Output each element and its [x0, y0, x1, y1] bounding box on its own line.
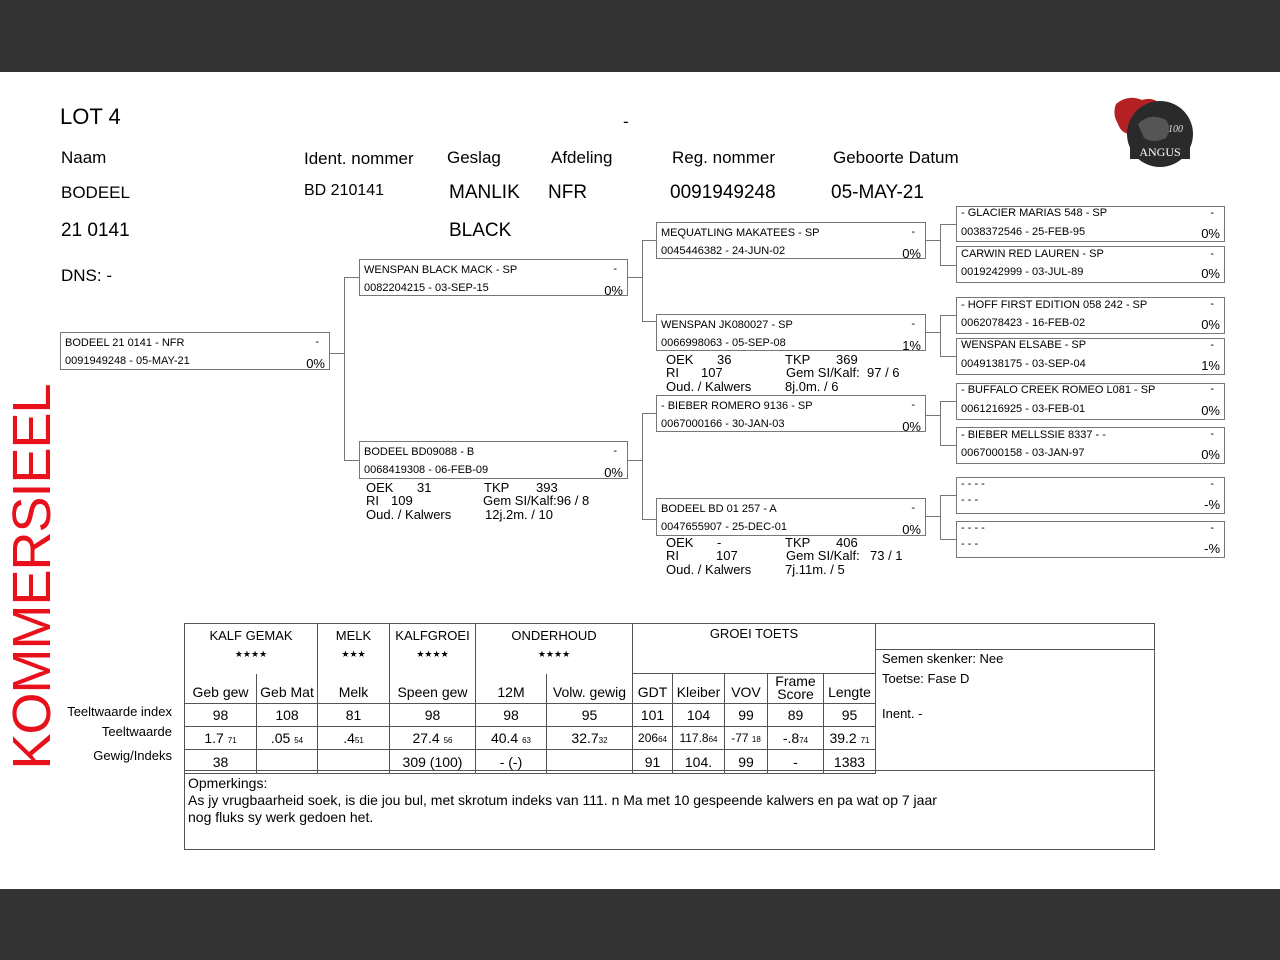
connector [940, 224, 956, 225]
pedigree-sire-sire [656, 222, 926, 259]
catalogue-page [0, 72, 1280, 889]
pedigree-gg8 [956, 521, 1225, 558]
connector [940, 495, 941, 539]
lot-dash: - [623, 112, 629, 131]
col-header: Speen gew [390, 674, 476, 704]
row-label-gewig: Gewig/Indeks [93, 748, 172, 763]
sire-dam-stats [666, 353, 926, 397]
pedigree-gg2 [956, 246, 1225, 283]
connector [940, 224, 941, 265]
animal-sex: MANLIK [449, 182, 520, 203]
tw-accuracy: 63 [522, 736, 532, 745]
pedigree-name: - BIEBER MELLSSIE 8337 - - [961, 429, 1106, 441]
connector [940, 265, 956, 266]
pedigree-dash: - [613, 263, 617, 275]
info-divider [876, 649, 1154, 650]
lot-title: LOT 4 [60, 104, 121, 129]
index-cell: 98 [185, 704, 257, 727]
pedigree-pct: 0% [604, 283, 623, 298]
stat-label: RI [666, 365, 679, 380]
pedigree-gg1 [956, 206, 1225, 242]
stat-label: OEK [666, 535, 694, 550]
stat-label: TKP [484, 480, 510, 495]
connector [926, 516, 940, 517]
pedigree-name: WENSPAN ELSABE - SP [961, 339, 1087, 351]
pedigree-reg: 0067000166 - 30-JAN-03 [661, 418, 785, 430]
connector [926, 415, 940, 416]
pedigree-pct: 0% [1201, 266, 1220, 281]
pedigree-pct: 0% [902, 419, 921, 434]
connector [940, 495, 956, 496]
connector [628, 460, 642, 461]
tw-cell [185, 727, 257, 750]
info-panel [875, 623, 1155, 771]
connector [940, 445, 956, 446]
group-melk [318, 624, 390, 674]
pedigree-name: MEQUATLING MAKATEES - SP [661, 227, 820, 239]
pedigree-name: - BUFFALO CREEK ROMEO L081 - SP [961, 384, 1156, 396]
tw-value: -.8 [782, 730, 800, 746]
tw-accuracy: 64 [708, 735, 718, 744]
tw-value: -77 [731, 731, 749, 745]
stat-value: 31 [417, 480, 432, 495]
tw-value: .05 [270, 730, 291, 746]
pedigree-gg6 [956, 427, 1225, 464]
pedigree-name: CARWIN RED LAUREN - SP [961, 248, 1104, 260]
pedigree-reg: - - - [961, 538, 979, 550]
tw-accuracy: 64 [658, 735, 667, 744]
stat-value: 369 [836, 352, 858, 367]
pedigree-dash: - [911, 226, 915, 238]
group-label: KALF GEMAK [209, 628, 293, 643]
pedigree-dash: - [1210, 478, 1214, 490]
pedigree-reg: 0082204215 - 03-SEP-15 [364, 282, 489, 294]
pedigree-dash: - [1210, 248, 1214, 260]
tw-value: 1.7 [204, 730, 224, 746]
connector [940, 356, 956, 357]
animal-name: BODEEL [61, 183, 130, 202]
animal-name2: 21 0141 [61, 220, 130, 241]
tw-value: 39.2 [829, 730, 857, 746]
pedigree-pct: 0% [1201, 226, 1220, 241]
group-label: GROEI TOETS [709, 626, 799, 641]
pedigree-pct: 0% [902, 246, 921, 261]
stat-value: Gem SI/Kalf:96 / 8 [483, 493, 590, 508]
index-cell: 101 [633, 704, 673, 727]
tw-value: 40.4 [490, 730, 519, 746]
pedigree-dash: - [1210, 339, 1214, 351]
pedigree-pct: 0% [902, 522, 921, 537]
pedigree-pct: 0% [604, 465, 623, 480]
connector [940, 401, 956, 402]
logo-text: ANGUS [1139, 145, 1181, 159]
stat-value: 107 [701, 365, 723, 380]
connector [344, 277, 359, 278]
logo-badge: 100 [1168, 124, 1183, 135]
pedigree-sire-dam [656, 314, 926, 351]
column-header-row [185, 674, 876, 704]
animal-division: NFR [548, 182, 588, 203]
tw-value: 27.4 [412, 730, 440, 746]
tw-accuracy: 32 [598, 736, 608, 745]
pedigree-dash: - [911, 318, 915, 330]
pedigree-dash: - [315, 336, 319, 348]
stat-value: 406 [836, 535, 858, 550]
tw-cell [673, 727, 725, 750]
pedigree-reg: 0061216925 - 03-FEB-01 [961, 403, 1086, 415]
stat-label: Gem SI/Kalf: [786, 365, 860, 380]
index-cell: 95 [547, 704, 633, 727]
stat-value: 97 / 6 [867, 365, 900, 380]
col-header: Geb gew [185, 674, 257, 704]
gewig-cell: 38 [185, 750, 257, 774]
group-groei-toets [633, 624, 876, 674]
angus-logo [1110, 94, 1200, 174]
connector [330, 353, 344, 354]
connector [926, 240, 940, 241]
connector [642, 321, 656, 322]
epd-table [184, 623, 876, 774]
connector [344, 277, 345, 460]
pedigree-pct: 0% [1201, 403, 1220, 418]
pedigree-pct: -% [1204, 497, 1220, 512]
star-rating-icon: ★★★★ [234, 649, 268, 659]
pedigree-pct: 0% [1201, 447, 1220, 462]
tw-cell [476, 727, 547, 750]
pedigree-name: BODEEL 21 0141 - NFR [65, 337, 185, 349]
remarks-title: Opmerkings: [188, 775, 268, 791]
remarks-box [184, 770, 1155, 850]
tw-accuracy: 74 [799, 736, 809, 745]
stat-value: 8j.0m. / 6 [785, 379, 839, 394]
gewig-cell: 99 [725, 750, 768, 774]
gewig-cell: 1383 [824, 750, 876, 774]
gewig-cell: - [768, 750, 824, 774]
header-naam: Naam [61, 148, 107, 167]
remarks-line: As jy vrugbaarheid soek, is die jou bul, met skrotum indeks van 111. n Ma met 10 gespeende kalwers en pa wat op 7 jaar [188, 792, 937, 808]
pedigree-reg: 0067000158 - 03-JAN-97 [961, 447, 1085, 459]
pedigree-reg: 0019242999 - 03-JUL-89 [961, 266, 1084, 278]
tw-accuracy: 18 [751, 735, 761, 744]
index-cell: 95 [824, 704, 876, 727]
col-header: Frame Score [768, 674, 824, 704]
stat-label: Oud. / Kalwers [666, 562, 752, 577]
connector [940, 315, 941, 356]
row-label-tw: Teeltwaarde [101, 724, 172, 739]
pedigree-dash: - [911, 399, 915, 411]
animal-dns: DNS: - [61, 266, 112, 285]
gewig-cell: 91 [633, 750, 673, 774]
col-header: Melk [318, 674, 390, 704]
group-kalf-gemak [185, 624, 318, 674]
animal-reg: 0091949248 [670, 182, 776, 203]
col-header: 12M [476, 674, 547, 704]
stat-label: RI [666, 548, 679, 563]
connector [642, 240, 656, 241]
col-header: VOV [725, 674, 768, 704]
angus-logo-icon [1110, 94, 1200, 174]
stat-label: RI [366, 493, 379, 508]
connector [940, 539, 956, 540]
pedigree-pct: 1% [902, 338, 921, 353]
pedigree-name: - HOFF FIRST EDITION 058 242 - SP [961, 299, 1148, 311]
tw-cell [257, 727, 318, 750]
animal-ident: BD 210141 [304, 182, 385, 199]
pedigree-pct: 0% [306, 356, 325, 371]
pedigree-name: WENSPAN JK080027 - SP [661, 319, 793, 331]
connector [926, 332, 940, 333]
pedigree-gg7 [956, 477, 1225, 514]
tw-value: .4 [343, 730, 355, 746]
pedigree-name: WENSPAN BLACK MACK - SP [364, 264, 518, 276]
connector [642, 519, 656, 520]
star-rating-icon: ★★★★ [416, 649, 449, 659]
pedigree-reg: 0062078423 - 16-FEB-02 [961, 317, 1086, 329]
semen-donor: Semen skenker: Nee [882, 651, 1004, 666]
remarks-line: nog fluks sy werk gedoen het. [188, 809, 374, 825]
inoculation: Inent. - [882, 706, 923, 721]
group-kalfgroei [390, 624, 476, 674]
tw-cell [824, 727, 876, 750]
tw-cell [633, 727, 673, 750]
index-cell: 81 [318, 704, 390, 727]
tw-cell [547, 727, 633, 750]
pedigree-reg: 0045446382 - 24-JUN-02 [661, 245, 786, 257]
pedigree-dash: - [1210, 207, 1214, 219]
stat-label: TKP [785, 535, 811, 550]
bottom-letterbox [0, 889, 1280, 960]
index-cell: 108 [257, 704, 318, 727]
col-header: GDT [633, 674, 673, 704]
stat-value: 107 [716, 548, 738, 563]
connector [344, 460, 359, 461]
pedigree-dash: - [1210, 298, 1214, 310]
pedigree-name: - BIEBER ROMERO 9136 - SP [661, 400, 813, 412]
tw-accuracy: 71 [860, 736, 870, 745]
pedigree-name: BODEEL BD09088 - B [364, 446, 475, 458]
pedigree-gg3 [956, 297, 1225, 334]
group-label: ONDERHOUD [511, 628, 597, 643]
tw-cell [768, 727, 824, 750]
pedigree-gg4 [956, 338, 1225, 375]
header-geboorte: Geboorte Datum [833, 148, 959, 167]
tw-value: 206 [638, 731, 659, 745]
pedigree-reg: 0091949248 - 05-MAY-21 [65, 355, 190, 367]
tw-accuracy: 51 [354, 736, 364, 745]
stat-value: 109 [391, 493, 413, 508]
stat-label: Gem SI/Kalf: [786, 548, 860, 563]
pedigree-gg5 [956, 383, 1225, 420]
index-cell: 99 [725, 704, 768, 727]
stat-label: OEK [366, 480, 394, 495]
pedigree-dam-dam [656, 498, 926, 536]
connector [642, 413, 643, 519]
pedigree-dash: - [911, 502, 915, 514]
stat-value: 393 [536, 480, 558, 495]
connector [940, 401, 941, 445]
tw-cell [390, 727, 476, 750]
col-header: Lengte [824, 674, 876, 704]
pedigree-reg: 0049138175 - 03-SEP-04 [961, 358, 1086, 370]
pedigree-dash: - [1210, 383, 1214, 395]
stat-value: 12j.2m. / 10 [485, 507, 553, 522]
col-header: Geb Mat [257, 674, 318, 704]
pedigree-name: - GLACIER MARIAS 548 - SP [961, 207, 1108, 219]
star-rating-icon: ★★★★ [537, 649, 571, 659]
stat-value: - [717, 535, 722, 550]
pedigree-dash: - [1210, 428, 1214, 440]
group-label: KALFGROEI [395, 628, 470, 643]
pedigree-sire [359, 259, 628, 296]
star-rating-icon: ★★★ [341, 649, 366, 659]
stat-label: Oud. / Kalwers [666, 379, 752, 394]
row-label-index: Teeltwaarde index [67, 704, 172, 719]
top-letterbox [0, 0, 1280, 72]
gewig-cell: - (-) [476, 750, 547, 774]
pedigree-dash: - [1210, 522, 1214, 534]
group-onderhoud [476, 624, 633, 674]
stat-label: Oud. / Kalwers [366, 507, 452, 522]
animal-colour: BLACK [449, 220, 512, 241]
tw-cell [318, 727, 390, 750]
tw-value: 32.7 [571, 730, 599, 746]
tw-accuracy: 54 [294, 736, 304, 745]
connector [642, 240, 643, 321]
gewig-cell: 309 (100) [390, 750, 476, 774]
animal-birthdate: 05-MAY-21 [831, 182, 924, 203]
tw-row [185, 727, 876, 750]
tw-accuracy: 71 [227, 736, 237, 745]
pedigree-name: BODEEL BD 01 257 - A [661, 503, 777, 515]
pedigree-dash: - [613, 445, 617, 457]
test-phase: Toetse: Fase D [882, 671, 970, 686]
index-row [185, 704, 876, 727]
header-geslag: Geslag [447, 148, 501, 167]
pedigree-pct: 1% [1201, 358, 1220, 373]
dam-stats [366, 481, 626, 525]
group-label: MELK [335, 628, 372, 643]
connector [628, 277, 642, 278]
tw-value: 117.8 [679, 731, 709, 745]
stat-label: TKP [785, 352, 811, 367]
col-header: Kleiber [673, 674, 725, 704]
connector [940, 315, 956, 316]
index-cell: 89 [768, 704, 824, 727]
pedigree-name: - - - - [961, 522, 985, 534]
pedigree-name: - - - - [961, 478, 985, 490]
tw-cell [725, 727, 768, 750]
header-ident: Ident. nommer [304, 149, 414, 168]
stat-label: OEK [666, 352, 694, 367]
pedigree-reg: 0066998063 - 05-SEP-08 [661, 337, 786, 349]
pedigree-self [60, 332, 330, 370]
stat-value: 7j.11m. / 5 [785, 562, 845, 577]
pedigree-reg: 0038372546 - 25-FEB-95 [961, 226, 1086, 238]
pedigree-dam-sire [656, 395, 926, 432]
pedigree-reg: 0047655907 - 25-DEC-01 [661, 521, 787, 533]
header-reg: Reg. nommer [672, 148, 775, 167]
pedigree-reg: 0068419308 - 06-FEB-09 [364, 464, 489, 476]
dam-dam-stats [666, 536, 926, 580]
index-cell: 104 [673, 704, 725, 727]
index-cell: 98 [476, 704, 547, 727]
tw-accuracy: 56 [443, 736, 453, 745]
index-cell: 98 [390, 704, 476, 727]
col-header: Volw. gewig [547, 674, 633, 704]
pedigree-pct: 0% [1201, 317, 1220, 332]
gewig-cell: 104. [673, 750, 725, 774]
pedigree-pct: -% [1204, 541, 1220, 556]
pedigree-reg: - - - [961, 494, 979, 506]
side-label-text: KOMMERSIEEL [2, 384, 62, 770]
header-afdeling: Afdeling [551, 148, 613, 167]
pedigree-dam [359, 441, 628, 479]
stat-value: 36 [717, 352, 732, 367]
stat-value: 73 / 1 [870, 548, 903, 563]
connector [642, 413, 656, 414]
